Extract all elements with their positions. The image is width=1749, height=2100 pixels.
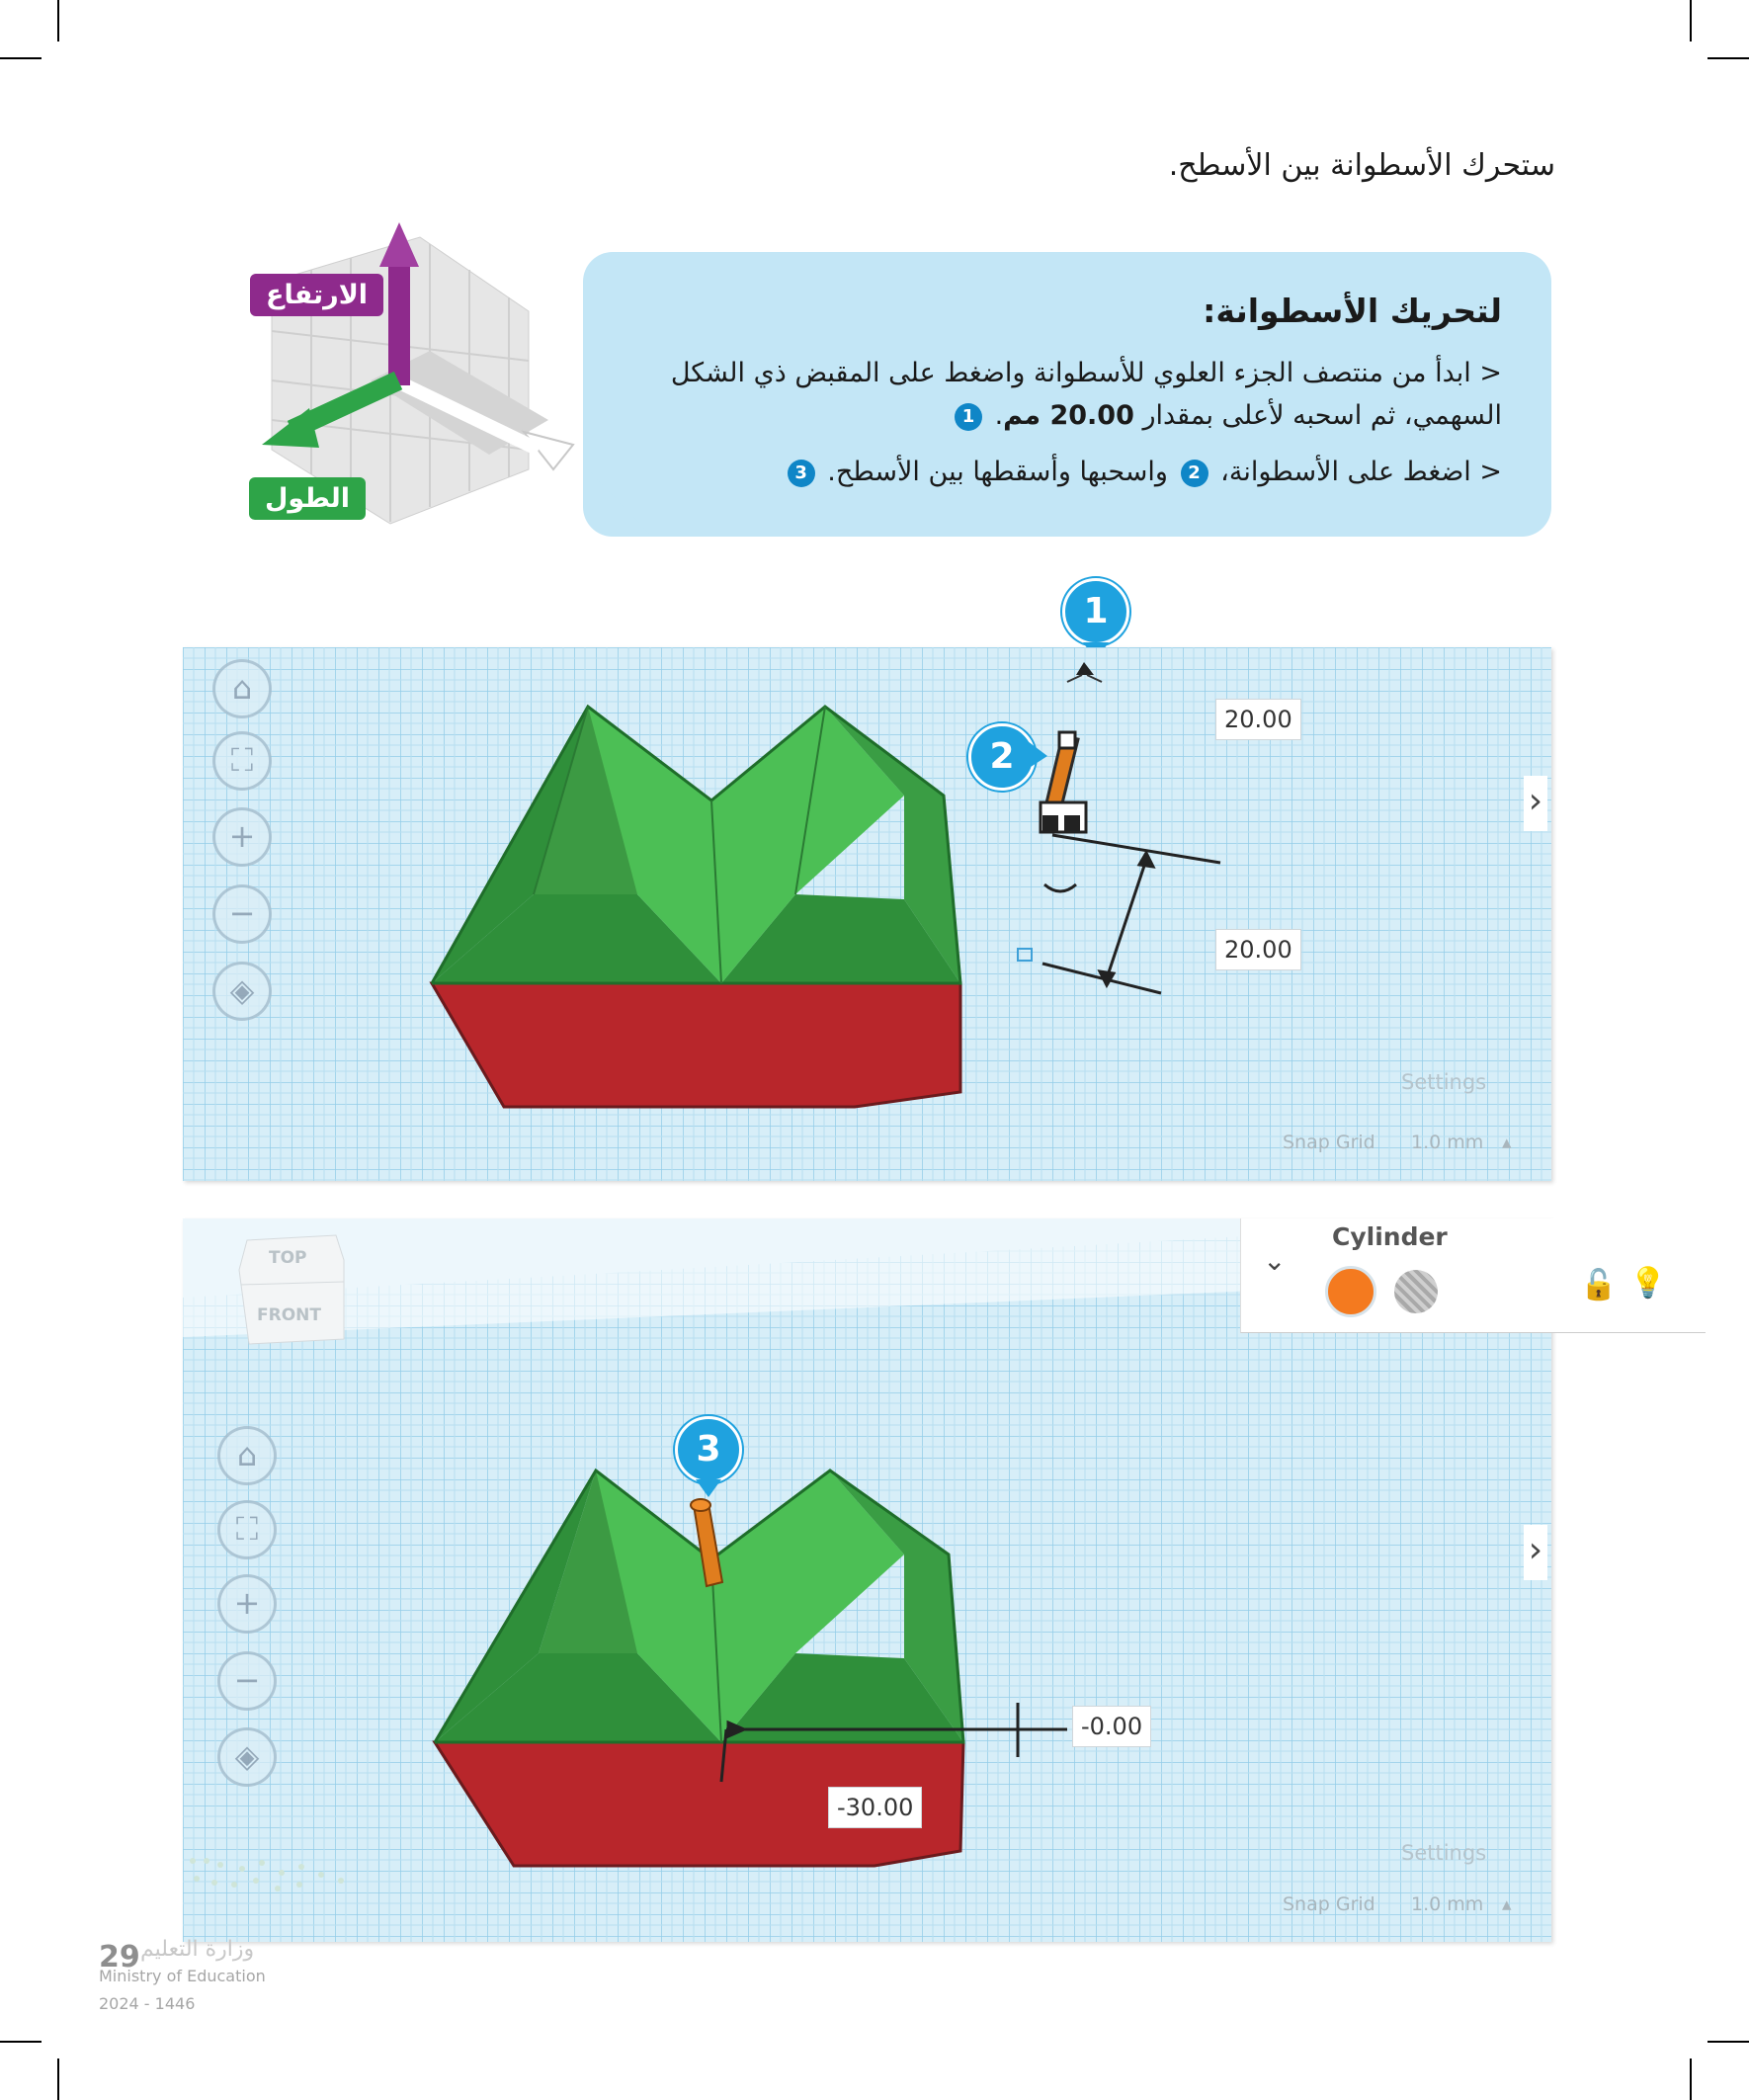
step1-value: 20.00 مم [1003, 400, 1134, 431]
step-marker-1: 1 [955, 403, 982, 431]
instruction-step-2 [652, 451, 1502, 493]
height-value-bottom[interactable]: 20.00 [1215, 929, 1301, 970]
zoom-in-button[interactable]: + [212, 807, 272, 867]
page-number: 29 [99, 1940, 140, 1974]
ortho-view-button[interactable]: ◈ [217, 1727, 277, 1787]
workplane-1 [183, 647, 1551, 1181]
chevron-down-icon[interactable]: ⌄ [1263, 1244, 1287, 1277]
intro-text: ستحرك الأسطوانة بين الأسطح. [1168, 148, 1555, 183]
chevron-right-icon[interactable]: › [1524, 776, 1547, 831]
ministry-name: Ministry of Education [99, 1967, 266, 1985]
view-cube-front[interactable]: FRONT [257, 1305, 321, 1325]
tinkercad-screenshot-2 [183, 1218, 1667, 1942]
step-badge-3: 3 [675, 1416, 742, 1483]
crop-mark [1707, 2041, 1749, 2043]
instruction-callout [583, 252, 1551, 537]
home-view-button[interactable]: ⌂ [217, 1426, 277, 1485]
lightbulb-icon[interactable]: 💡 [1629, 1266, 1667, 1301]
snap-grid-value[interactable]: 1.0 mm [1411, 1893, 1484, 1915]
height-value-top[interactable]: 20.00 [1215, 699, 1301, 740]
lock-icon[interactable]: 🔓 [1580, 1268, 1618, 1302]
view-cube-top[interactable]: TOP [269, 1248, 307, 1268]
ortho-view-button[interactable]: ◈ [212, 962, 272, 1021]
instruction-step-1: < ابدأ من منتصف الجزء العلوي للأسطوانة واضغط على المقبض ذي الشكل السهمي، ثم اسحبه لأعلى بمقدار 20.00 مم. 1 [670, 358, 1502, 431]
fit-view-button[interactable]: ⛶ [217, 1500, 277, 1559]
step1-text: ابدأ من منتصف الجزء العلوي للأسطوانة واضغط على المقبض ذي الشكل السهمي، ثم اسحبه لأعلى بمقدار [670, 358, 1502, 431]
snap-grid-dropdown-icon[interactable]: ▴ [1502, 1132, 1512, 1153]
x-position-value[interactable]: -0.00 [1072, 1706, 1151, 1747]
bullet-icon: < [1470, 358, 1502, 388]
crop-mark [1690, 0, 1692, 42]
step-marker-3: 3 [788, 460, 815, 487]
zoom-out-button[interactable]: − [217, 1651, 277, 1711]
crop-mark [0, 57, 42, 59]
settings-link[interactable]: Settings [1401, 1841, 1487, 1865]
step-badge-1: 1 [1062, 578, 1129, 645]
crop-mark [1707, 57, 1749, 59]
crop-mark [0, 2041, 42, 2043]
solid-color-swatch[interactable] [1325, 1266, 1376, 1317]
axis-diagram [222, 222, 539, 539]
callout-tail [583, 464, 662, 539]
bullet-icon: < [1470, 457, 1502, 487]
zoom-in-button[interactable]: + [217, 1574, 277, 1634]
snap-grid-label: Snap Grid [1283, 1893, 1375, 1915]
step2-text: اضغط على الأسطوانة، [1220, 457, 1471, 487]
inspector-title: Cylinder [1332, 1222, 1448, 1251]
view-cube[interactable] [237, 1230, 346, 1349]
badge-pointer [696, 1479, 721, 1499]
settings-link[interactable]: Settings [1401, 1070, 1487, 1094]
step-marker-2: 2 [1181, 460, 1208, 487]
snap-grid-value[interactable]: 1.0 mm [1411, 1132, 1484, 1153]
zoom-out-button[interactable]: − [212, 884, 272, 944]
decorative-dot-pattern [183, 1851, 361, 1910]
length-label: الطول [249, 477, 366, 520]
crop-mark [1690, 2058, 1692, 2100]
ministry-logo-arabic: وزارة التعليم [140, 1937, 255, 1962]
crop-mark [57, 2058, 59, 2100]
hole-swatch[interactable] [1394, 1270, 1438, 1313]
home-view-button[interactable]: ⌂ [212, 659, 272, 718]
y-position-value[interactable]: -30.00 [828, 1787, 922, 1828]
snap-grid-dropdown-icon[interactable]: ▴ [1502, 1893, 1512, 1915]
crop-mark [57, 0, 59, 42]
edition-year: 2024 - 1446 [99, 1994, 196, 2013]
badge-pointer [1028, 741, 1049, 771]
step2-text-cont: واسحبها وأسقطها بين الأسطح. [827, 457, 1168, 487]
shape-inspector [1240, 1218, 1706, 1333]
chevron-right-icon[interactable]: › [1524, 1525, 1547, 1580]
step-badge-2: 2 [968, 723, 1036, 791]
tinkercad-screenshot-1 [183, 647, 1551, 1181]
snap-grid-label: Snap Grid [1283, 1132, 1375, 1153]
callout-title: لتحريك الأسطوانة: [1203, 292, 1502, 330]
height-label: الارتفاع [250, 274, 383, 316]
fit-view-button[interactable]: ⛶ [212, 731, 272, 791]
